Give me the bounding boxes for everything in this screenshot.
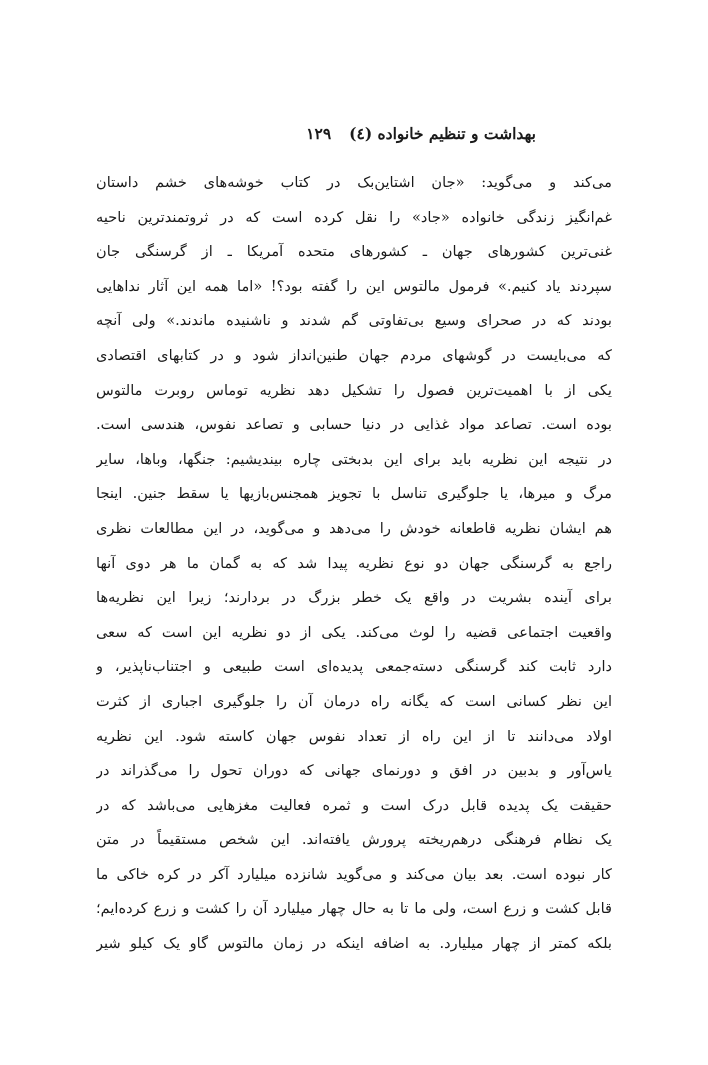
text-line: که می‌بایست در گوشهای مردم جهان طنین‌انداز شود و در کتابهای اقتصادی — [96, 346, 612, 364]
text-line: مرگ و میرها، یا جلوگیری تناسل با تجویز همجنس‌بازیها یا سقط جنین. اینجا — [96, 485, 612, 503]
text-line: غنی‌ترین کشورهای جهان ـ کشورهای متحده آمریکا ـ از گرسنگی جان — [96, 243, 612, 261]
text-line: بودند که در صحرای وسیع بی‌تفاوتی گم شدند و ناشنیده ماندند.» ولی آنچه — [96, 312, 612, 330]
page-number: ۱۲۹ — [306, 123, 332, 143]
chapter-title: بهداشت و تنظیم خانواده (٤) — [349, 123, 536, 143]
body-text — [96, 166, 612, 962]
text-line: یاس‌آور و بدبین در افق و دورنمای جهانی که دوران تحول را می‌گذراند در — [96, 762, 612, 780]
text-line: راجع به گرسنگی جهان دو نوع نظریه پیدا شد که به گمان ما هر دوی آنها — [96, 554, 612, 572]
text-line: برای آینده بشریت در واقع یک خطر بزرگ در بردارند؛ زیرا این نظریه‌ها — [96, 589, 612, 607]
text-line: هم ایشان نظریه قاطعانه خودش را می‌دهد و می‌گوید، در این مطالعات نظری — [96, 519, 612, 537]
text-line: بوده است. تصاعد مواد غذایی در دنیا حسابی و تصاعد نفوس، هندسی است. — [96, 416, 612, 434]
text-line: می‌کند و می‌گوید: «جان اشتاین‌بک در کتاب خوشه‌های خشم داستان — [96, 174, 612, 191]
text-line: قابل کشت و زرع است، ولی ما تا به حال چهار میلیارد آن را کشت و زرع کرده‌ایم؛ — [96, 900, 612, 918]
text-line: کار نبوده است. بعد بیان می‌کند و می‌گوید شانزده میلیارد آکر در کره خاکی ما — [96, 865, 612, 883]
text-line: در نتیجه این نظریه باید برای این بدبختی چاره بیندیشیم: جنگها، وباها، سایر — [96, 450, 612, 468]
text-line: واقعیت اجتماعی قضیه را لوث می‌کند. یکی از دو نظریه این است که سعی — [96, 623, 612, 641]
running-header — [100, 120, 536, 146]
text-line: یک نظام فرهنگی درهم‌ریخته پرورش یافته‌اند. این شخص مستقیماً در متن — [96, 831, 612, 849]
text-line: سپردند یاد کنیم.» فرمول مالتوس این را گفته بود؟! «اما همه این آثار نداهایی — [96, 277, 612, 295]
text-line: دارد ثابت کند گرسنگی دسته‌جمعی پدیده‌ای است طبیعی و اجتناب‌ناپذیر، و — [96, 658, 612, 676]
text-line: یکی از با اهمیت‌ترین فصول را تشکیل دهد نظریه توماس روبرت مالتوس — [96, 381, 612, 399]
text-line: غم‌انگیز زندگی خانواده «جاد» را نقل کرده است که در ثروتمندترین ناحیه — [96, 208, 612, 226]
text-line: بلکه کمتر از چهار میلیارد. به اضافه اینکه در زمان مالتوس گاو یک کیلو شیر — [96, 935, 612, 953]
text-line: این نظر کسانی است که یگانه راه درمان آن را جلوگیری اجباری از کثرت — [96, 692, 612, 710]
text-line: اولاد می‌دانند تا از این راه از تعداد نفوس جهان کاسته شود. این نظریه — [96, 727, 612, 745]
text-line: حقیقت یک پدیده قابل درک است و ثمره فعالیت مغزهایی می‌باشد که در — [96, 796, 612, 814]
